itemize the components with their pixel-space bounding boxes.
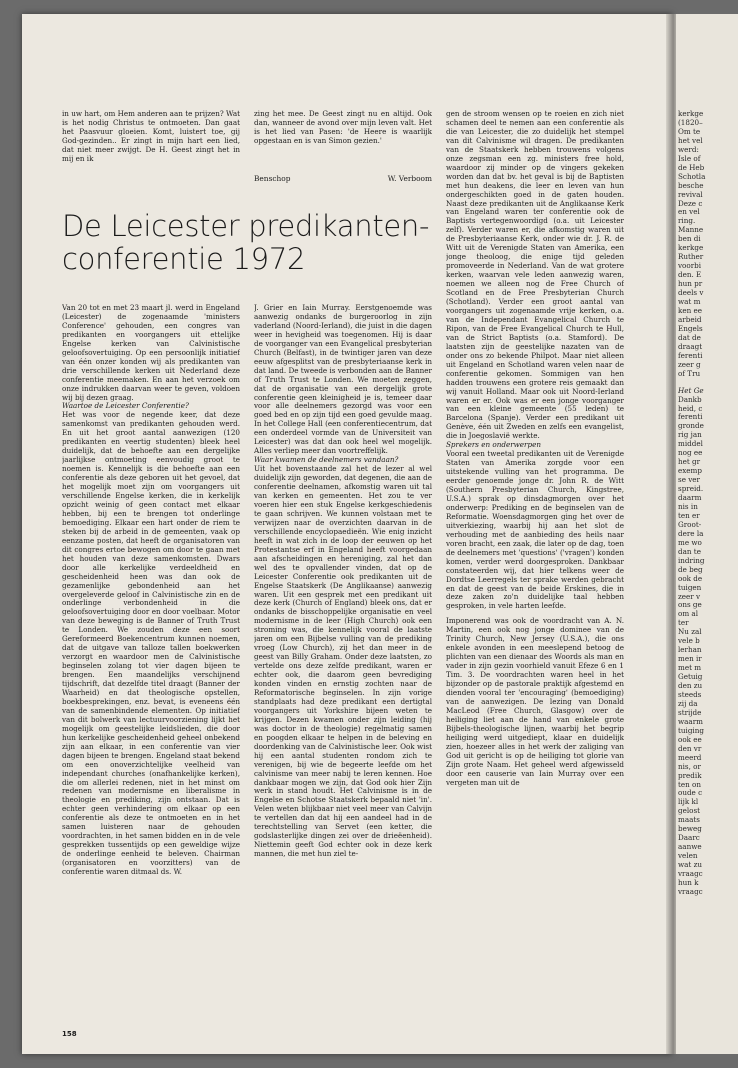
right-page-line: zij da (678, 699, 698, 708)
right-page-line: se ver (678, 476, 700, 485)
right-page-line: Manne (678, 226, 704, 235)
left-page (22, 14, 672, 1054)
closing-text-1: in uw hart, om Hem anderen aan te prijzen? Wat is het nodig Christus te ontmoeten. Dan gaat het Paasvuur gloeien. Komt, luistert toe, gij God-gezinden.. Er zingt in mijn hart een lied, dat niet meer zwijgt. De H. Geest zingt het in mij en ik (62, 110, 240, 163)
right-page-line: heid, c (678, 404, 703, 413)
right-page-line: en vel (678, 208, 700, 217)
right-page-line: Ruther (678, 253, 704, 262)
subhead-sprekers: Sprekers en onderwerpen (446, 440, 541, 450)
right-page-line: besche (678, 181, 704, 190)
right-page-line: rig jan (678, 431, 702, 440)
right-page-line: gelost (678, 807, 701, 816)
right-page-line: vele b (678, 637, 700, 646)
closing-text-2: zing het mee. De Geest zingt nu en altijd. Ook dan, wanneer de avond over mijn leven valt. Het is het lied van Pasen: 'de Heere is waarlijk opgestaan en is van Simon gezien.' (254, 110, 432, 145)
right-page-line: draagt (678, 342, 703, 351)
right-page-line: ten on (678, 780, 702, 789)
right-page-line: zeer g (678, 360, 701, 369)
right-page-line: werd: (678, 145, 699, 154)
right-page-line: dere la (678, 529, 704, 538)
right-page-line: lerhan (678, 646, 702, 655)
right-page-line: om al (678, 610, 699, 619)
right-page-line: ook ee (678, 735, 702, 744)
right-page-line: indring (678, 556, 705, 565)
right-page-line: kerkge (678, 110, 704, 118)
right-page-line: Deze c (678, 199, 703, 208)
right-page-line: hun pr (678, 280, 703, 289)
right-page-line: ook de (678, 574, 703, 583)
right-page-line: of Tru (678, 369, 701, 378)
article-column-1 (62, 304, 240, 1016)
right-page-line: ferenti (678, 413, 703, 422)
right-page-line: Schotla (678, 172, 706, 181)
right-page-line: de Heb (678, 163, 705, 172)
right-page-line: voorbi (678, 262, 702, 271)
body-paragraph: Uit het bovenstaande zal het de lezer al wel duidelijk zijn geworden, dat degenen, die aan de conferentie deelnamen, afkomstig waren uit tal van kerken en gemeenten. Het zou te ver voeren hier een stuk Engelse kerkgeschiedenis te gaan schrijven. We kunnen volstaan met te verwijzen naar de overzichten daarvan in de verschillende encyclopaedieën. Wie enig inzicht heeft in wat zich in de loop der eeuwen op het Protestantse erf in Engeland heeft voorgedaan aan afscheidingen en hereniging, zal het dan wel des te opvallender vinden, dat op de Leicester Conferentie ook predikanten uit de Engelse Staatskerk (De Anglikaanse) aanwezig waren. Uit een gesprek met een predikant uit deze kerk (Church of England) bleek ons, dat er ondanks de bisschoppelijke organisatie en veel modernisme in de leer (High Church) ook een stroming was, die kennelijk vooral de laatste jaren om een Bijbelse vulling van de prediking vroeg (Low Church), zij het dan meer in de geest van Billy Graham. Onder deze laatsten, zo vertelde ons deze zelfde predikant, waren er echter ook, die daarom geen bevrediging konden vinden en ernstig zochten naar de Reformatorische beginselen. In zijn vorige standplaats had deze predikant een dertigtal voorgangers uit Yorkshire bijeen weten te krijgen. Dezen kwamen onder zijn leiding (hij was doctor in de theologie) regelmatig samen en poogden elkaar te helpen in de beleving en doordenking van de Calvinistische leer. Ook wist hij een aantal studenten rondom zich te verenigen, bij wie de begeerte leefde om het calvinisme van meer nabij te leren kennen. Hoe dankbaar mogen we zijn, dat God ook hier Zijn werk in stand houdt. Het Calvinisme is in de Engelse en Schotse Staatskerk bepaald niet 'in'. Velen weten blijkbaar niet veel meer van Calvijn te vertellen dan dat hij een aandeel had in de terechtstelling van Servet (een ketter, die godslasterlijke dingen zei over de drieëenheid). Niettemin geeft God echter ook in deze kerk mannen, die met hun ziel te- (254, 464, 432, 859)
right-page-line: middel (678, 440, 703, 449)
right-page-line: wat m (678, 298, 701, 307)
subhead-waartoe: Waartoe de Leicester Conferentie? (62, 401, 189, 411)
signature-place: Benschop (254, 174, 291, 183)
right-page-line: ons ge (678, 601, 702, 610)
right-page-line: het gr (678, 458, 701, 467)
article-column-2 (254, 304, 432, 1016)
right-page-line: meerd (678, 753, 702, 762)
right-page-line: predik (678, 771, 702, 780)
right-page-line: me wo (678, 538, 702, 547)
body-paragraph: Het was voor de negende keer, dat deze samenkomst van predikanten gehouden werd. En uit het groot aantal aanwezigen (120 predikanten en veertig studenten) bleek heel duidelijk, dat de behoefte aan een dergelijke jaarlijkse ontmoeting eenvoudig groot te noemen is. Kennelijk is die behoefte aan een conferentie als deze geboren uit het gevoel, dat het mogelijk moet zijn om voorgangers uit verschillende Engelse kerken, die in kerkelijk opzicht weinig of geen contact met elkaar hebben, bij een te brengen tot onderlinge bemoediging. Elkaar een hart onder de riem te steken bij de arbeid in de gemeenten, vaak op eenzame posten, dat heeft de organisatoren van dit congres ertoe bewogen om door te gaan met het houden van deze samenkomsten. Dwars door alle kerkelijke verdeeldheid en gescheidenheid heen was dan ook de gezamenlijke gebondenheid aan het overgeleverde geloof in Calvinistische zin en de onderlinge verbondenheid in die geloofsovertuiging door en door voelbaar. Motor van deze beweging is de Banner of Truth Trust te Londen. We zouden deze een soort Gereformeerd Boekencentrum kunnen noemen, dat de uitgave van talloze tallen boekwerken verzorgt en waardoor men de Calvinistische beginselen zolang tot vier dagen bijeen te brengen. Een maandelijks verschijnend tijdschrift, dat dezelfde titel draagt (Banner der Waarheid) en dat theologische opstellen, boekbesprekingen, enz. bevat, is eveneens één van de samenbindende elementen. Op initiatief van dit bolwerk van lectuurvoorziening lijkt het mogelijk om geestelijke leidslieden, die door hun kerkelijke gescheidenheid geheel onbekend zijn aan elkaar, in een conferentie van vier dagen bijeen te brengen. Engeland staat bekend om een onoverzichtelijke veelheid van independant churches (onafhankelijke kerken), die om allerlei redenen, niet in het minst om redenen van modernisme en liberalisme in theologie en prediking, zijn ontstaan. Dat is echter geen verhindering om elkaar op een conferentie als deze te ontmoeten en in het samen luisteren naar de gehouden voordrachten, in het samen bidden en in de vele gesprekken tussentijds op een geweldige wijze de onderlinge eenheid te beleven. Chairman (organisatoren en voorzitters) van de conferentie waren ditmaal ds. W. (62, 410, 240, 877)
right-page-line: den zu (678, 682, 703, 691)
article-title: De Leicester predikanten-conferentie 1972 (62, 209, 430, 276)
right-page-line: oude c (678, 789, 703, 798)
right-page-line: de beg (678, 565, 703, 574)
right-page-line: het vel (678, 136, 703, 145)
right-page-line: den. E (678, 271, 702, 280)
top-column-2 (254, 110, 432, 146)
right-page-line: exemp (678, 467, 702, 476)
right-page-line: Groot- (678, 520, 702, 529)
body-paragraph: J. Grier en Iain Murray. Eerstgenoemde was aanwezig ondanks de burgeroorlog in zijn vaderland (Noord-Ierland), die juist in die dagen weer in hevigheid was toegenomen. Hij is daar de voorganger van een Evangelical presbyterian Church (Belfast), in de twintiger jaren van deze eeuw afgesplitst van de presbyteriaanse kerk in dat land. De tweede is verbonden aan de Banner of Truth Trust te Londen. We moeten zeggen, dat de organisatie van een dergelijk grote conferentie geen kleinigheid je is, temeer daar voor alle deelnemers gezorgd was voor een goed bed en op zijn tijd een goed gevulde maag. In het College Hall (een conferentiecentrum, dat een onderdeel vormde van de Universiteit van Leicester) was dat dan ook heel wel mogelijk. Alles verliep meer dan voortreffelijk. (254, 304, 432, 456)
signature-author: W. Verboom (387, 174, 432, 183)
right-page-line: Engels (678, 324, 703, 333)
right-page-line: deels v (678, 289, 704, 298)
right-page-line: Daarc (678, 834, 700, 843)
right-page-line: Dankb (678, 395, 702, 404)
right-page (676, 14, 738, 1054)
right-page-line: arbeid (678, 315, 702, 324)
right-page-line: ben di (678, 235, 701, 244)
body-paragraph: Imponerend was ook de voordracht van A. N. Martin, een ook nog jonge dominee van de Trinity Church, New Jersey (U.S.A.), die ons enkele avonden in een meeslepend betoog de plichten van een dienaar des Woords als man en vader in zijn gezin voorhield vanuit Efeze 6 en 1 Tim. 3. De voordrachten waren heel in het bijzonder op de pastorale praktijk afgestemd en dienden vooral ter 'encouraging' (bemoediging) van de aanwezigen. De lezing van Donald MacLeod (Free Church, Glasgow) over de heiliging liet aan de hand van enkele grote Bijbels-theologische lijnen, waarbij het begrip heiliging werd uitgediept, klaar en duidelijk zien, hoezeer alles in het werk der zaliging van God uit gericht is op de heiliging tot glorie van Zijn grote Naam. Het geheel werd afgewisseld door een causerie van Iain Murray over een vergeten man uit de (446, 616, 624, 787)
right-page-line: aanwe (678, 843, 702, 852)
right-page-line: daarm (678, 494, 702, 503)
right-page-line: kerkge (678, 244, 704, 253)
right-page-line: Om te (678, 127, 701, 136)
right-page-line: ten er (678, 511, 700, 520)
subhead-deelnemers: Waar kwamen de deelnemers vandaan? (254, 455, 399, 465)
right-page-line: ken ee (678, 306, 703, 315)
right-page-line: lijk kl (678, 798, 699, 807)
right-page-line: ferenti (678, 351, 703, 360)
right-page-line: velen (678, 852, 698, 861)
right-page-line: nis, or (678, 762, 701, 771)
right-page-line: strijde (678, 708, 702, 717)
right-page-line: dat de (678, 333, 701, 342)
right-page-line: waarm (678, 717, 703, 726)
body-paragraph: gen de stroom wensen op te roeien en zich niet schamen deel te nemen aan een conferentie als die van Leicester, die zo duidelijk het stempel van dit Calvinisme wil dragen. De predikanten van de Staatskerk hebben trouwens volgens onze zegsman een zg. ministers free hold, waardoor zij minder op de vingers gekeken worden dan dat bv. het geval is bij de Baptisten met hun deakens, die leer en leven van hun ondergeschikten goed in de gaten houden. Naast deze predikanten uit de Anglikaanse Kerk van Engeland waren ter conferentie ook de Baptists vertegenwoordigd (o.a. uit Leicester zelf). Verder waren er, die afkomstig waren uit de Presbyteriaanse Kerk, onder wie dr. J. R. de Witt uit de Verenigde Staten van Amerika, een jonge theoloog, die enige tijd geleden promoveerde in Nederland. Van de wat grotere kerken, waarvan vele leden aanwezig waren, noemen we alleen nog de Free Church of Scotland en de Free Presbyterian Church (Schotland). Verder een groot aantal van voorgangers uit zogenaamde vrije kerken, o.a. van de Independant Evangelical Church te Ripon, van de Free Evangelical Church te Hull, van de Strict Baptists (o.a. Stamford). De laatsten zijn de geestelijke nazaten van de onder ons zo bekende Philpot. Maar niet alleen uit Engeland en Schotland waren velen naar de conferentie gekomen. Sommigen van hen hadden trouwens een grotere reis gemaakt dan wij vanuit Holland. Maar ook uit Noord-Ierland waren er er. Ook was er een jonge voorganger van een kleine gemeente (55 leden) te Barcelona (Spanje). Verder een predikant uit Genève, één uit Zweden en zelfs een evangelist, die in Joegoslavië werkte. (446, 110, 624, 441)
right-page-line: met m (678, 664, 702, 673)
right-page-line: vraagc (678, 887, 703, 896)
right-page-line: nis in (678, 502, 698, 511)
right-page-line: beweg (678, 825, 702, 834)
right-page-line: wat zu (678, 861, 703, 870)
article-column-3 (446, 110, 624, 1016)
right-page-line: men ir (678, 655, 702, 664)
page-number: 158 (62, 1030, 77, 1038)
intro-paragraph: Van 20 tot en met 23 maart jl. werd in Engeland (Leicester) de zogenaamde 'ministers Conference' gehouden, een congres van predikanten en voorgangers uit ettelijke Engelse kerken van Calvinistische geloofsovertuiging. Op een persoonlijk initiatief van één onzer konden wij als predikanten van drie verschillende kerken uit Nederland deze conferentie meemaken. En aan het verzoek om onze indrukken daarvan weer te geven, voldoen wij bij dezen graag. (62, 304, 240, 402)
right-page-line: Het Ge (678, 386, 704, 395)
right-page-line: Getuig (678, 673, 703, 682)
right-page-column (678, 110, 738, 897)
right-page-line: hun k (678, 879, 699, 888)
right-page-line: ter (678, 619, 689, 628)
right-page-line: Isle of (678, 154, 701, 163)
right-page-line: tuigen (678, 583, 702, 592)
right-page-line: (1820– (678, 118, 703, 127)
right-page-line: Nu zal (678, 628, 702, 637)
right-page-line: den vr (678, 744, 702, 753)
right-page-line: tuiging (678, 726, 704, 735)
right-page-line: nog ee (678, 449, 703, 458)
right-page-line: vraagc (678, 870, 703, 879)
top-column-1 (62, 110, 240, 164)
right-page-line: spreid. (678, 485, 704, 494)
right-page-line: ring. (678, 217, 696, 226)
body-paragraph: Vooral een tweetal predikanten uit de Verenigde Staten van Amerika zorgde voor een uitstekende vulling van het programma. De eerder genoemde jonge dr. John R. de Witt (Southern Presbyterian Church, Kingstree, U.S.A.) sprak op dinsdagmorgen over het onderwerp: Prediking en de beginselen van de Reformatie. Woensdagmorgen ging het over de uitverkiezing, waarbij hij aan het slot de verhouding met de aanbieding des heils naar voren bracht, een zaak, die later op de dag, toen de deelnemers met 'questions' ('vragen') konden komen, verder werd doorgesproken. Dankbaar constateerden wij, dat hier telkens weer de Dordtse Leerregels ter sprake werden gebracht en dat de geest van de beide Erskines, die in deze zaken zo'n duidelijke taal hebben gesproken, in vele harten leefde. (446, 449, 624, 611)
right-page-line: gronde (678, 422, 704, 431)
signature-line (254, 174, 432, 183)
right-page-line: revival (678, 190, 703, 199)
right-page-line: maats (678, 816, 700, 825)
right-page-line: steeds (678, 691, 702, 699)
right-page-line: dan te (678, 547, 701, 556)
right-page-line: zeer v (678, 592, 701, 601)
